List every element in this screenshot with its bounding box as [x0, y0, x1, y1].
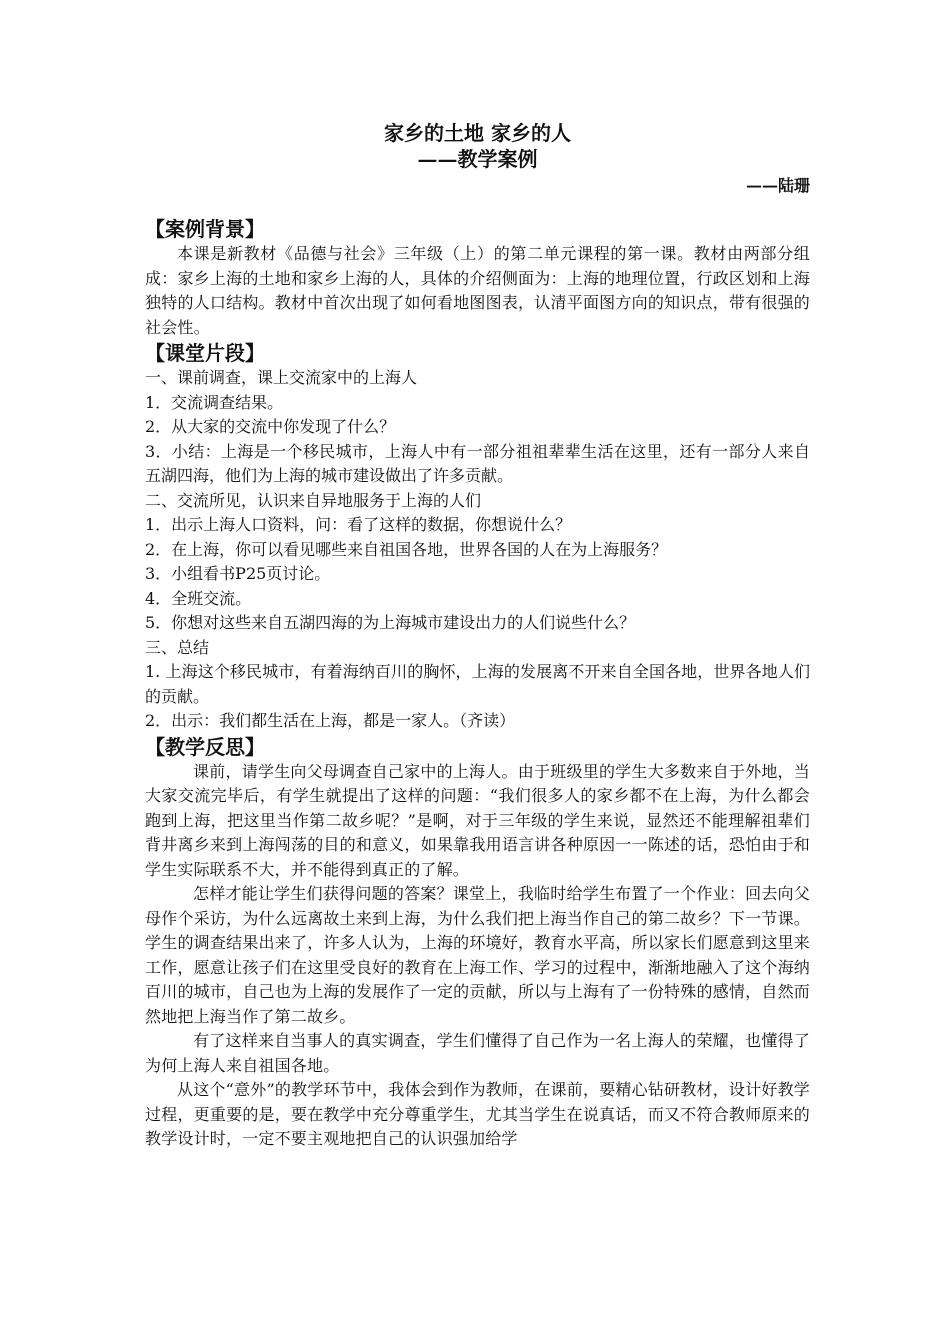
section-heading-reflection: 【教学反思】 — [145, 734, 265, 759]
reflection-paragraph: 有了这样来自当事人的真实调查，学生们懂得了自己作为一名上海人的荣耀，也懂得了为何上海人来自祖国各地。 — [145, 1031, 810, 1075]
segment-line: 一、课前调查，课上交流家中的上海人 — [145, 368, 418, 387]
background-paragraph: 本课是新教材《品德与社会》三年级（上）的第二单元课程的第一课。教材由两部分组成：家乡上海的土地和家乡上海的人，具体的介绍侧面为：上海的地理位置，行政区划和上海独特的人口结构。教材中首次出现了如何看地图图表，认清平面图方向的知识点，带有很强的社会性。 — [145, 244, 810, 337]
section-heading-segment: 【课堂片段】 — [145, 341, 265, 365]
segment-line: 5．你想对这些来自五湖四海的为上海城市建设出力的人们说些什么？ — [145, 613, 636, 632]
segment-line: 3．小组看书P25页讨论。 — [145, 564, 331, 583]
segment-line: 二、交流所见，认识来自异地服务于上海的人们 — [145, 490, 482, 510]
reflection-paragraph: 怎样才能让学生们获得问题的答案？课堂上，我临时给学生布置了一个作业：回去向父母作个采访，为什么远离故土来到上海，为什么我们把上海当作自己的第二故乡？下一节课。学生的调查结果出来了，许多人认为，上海的环境好，教育水平高，所以家长们愿意到这里来工作，愿意让孩子们在这里受良好的教育在上海工作、学习的过程中，渐渐地融入了这个海纳百川的城市，自己也为上海的发展作了一定的贡献，所以与上海有了一份特殊的感情，自然而然地把上海当作了第二故乡。 — [145, 884, 810, 1026]
reflection-section — [145, 734, 810, 1152]
segment-line: 3．小结：上海是一个移民城市，上海人中有一部分祖祖辈辈生活在这里，还有一部分人来自五湖四海，他们为上海的城市建设做出了许多贡献。 — [145, 441, 810, 485]
segment-line: 2．在上海，你可以看见哪些来自祖国各地，世界各国的人在为上海服务？ — [145, 539, 668, 559]
document-subtitle: ——教学案例 — [417, 147, 538, 171]
section-heading-background: 【案例背景】 — [145, 217, 265, 241]
segment-line: 三、总结 — [145, 637, 210, 657]
reflection-paragraph: 课前，请学生向父母调查自己家中的上海人。由于班级里的学生大多数来自于外地，当大家交流完毕后，有学生就提出了这样的问题：“我们很多人的家乡都不在上海，为什么都会跑到上海，把这里当作第二故乡呢？”是啊，对于三年级的学生来说，显然还不能理解祖辈们背井离乡来到上海闯荡的目的和意义，如果靠我用语言讲各种原因一一陈述的话，恐怕由于和学生实际联系不大，并不能得到真正的了解。 — [145, 761, 810, 879]
reflection-paragraph: 从这个“意外”的教学环节中，我体会到作为教师，在课前，要精心钻研教材，设计好教学过程，更重要的是，要在教学中充分尊重学生，尤其当学生在说真话，而又不符合教师原来的教学设计时，一定不要主观地把自己的认识强加给学 — [145, 1080, 810, 1148]
background-section — [145, 216, 810, 340]
segment-line: 2．从大家的交流中你发现了什么？ — [145, 417, 396, 436]
segment-line: 2．出示：我们都生活在上海，都是一家人。（齐读） — [145, 711, 516, 730]
segment-line: 1．出示上海人口资料，问：看了这样的数据，你想说什么？ — [145, 515, 572, 534]
document-author: ——陆珊 — [745, 176, 810, 195]
segment-section — [145, 340, 810, 734]
segment-line: 1. 上海这个移民城市，有着海纳百川的胸怀，上海的发展离不开来自全国各地，世界各地人们的贡献。 — [145, 662, 810, 706]
document-page — [145, 120, 810, 1152]
segment-line: 1．交流调查结果。 — [145, 392, 284, 412]
document-title: 家乡的土地 家乡的人 — [384, 121, 571, 145]
segment-line: 4．全班交流。 — [145, 588, 252, 608]
